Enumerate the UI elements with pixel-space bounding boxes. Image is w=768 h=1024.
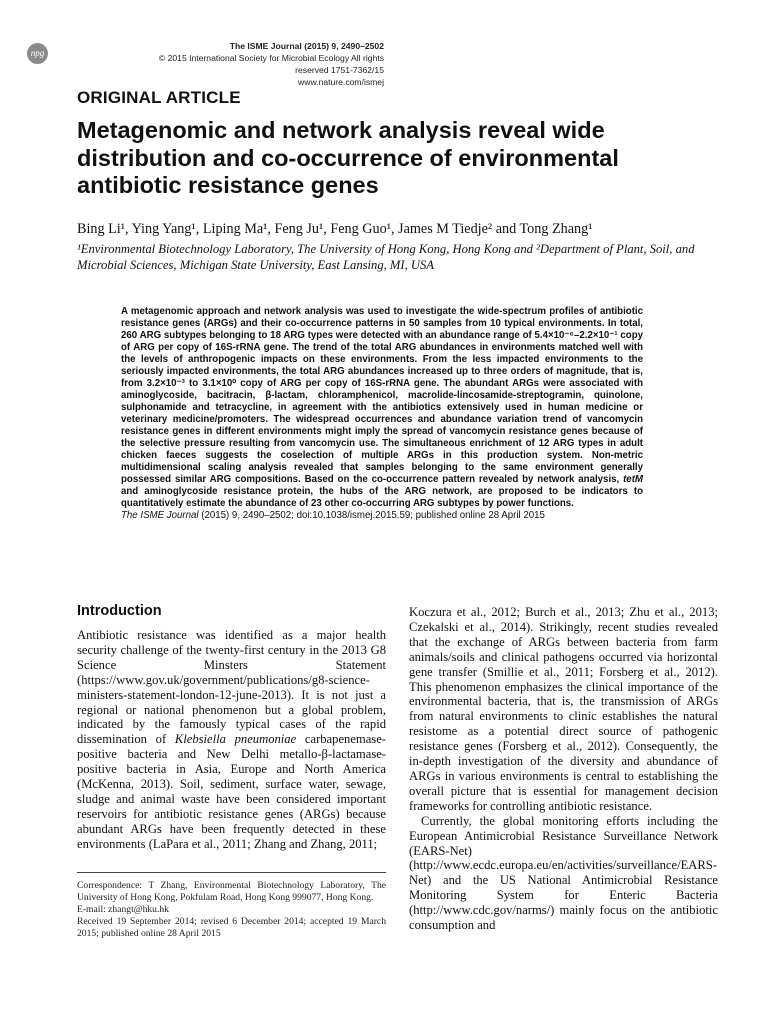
intro-p1-text-b: carbapenemase-positive bacteria and New Delhi metallo-β-lactamase-positive bacteria in Asia, Europe and North America (McKenna, 2013). Soil, sediment, surface water, sewage, sludge and animal waste have been considered important reservoirs for antibiotic resistance genes (ARGs) because abundant ARGs have been frequently detected in these environments (LaPara et al., 2011; Zhang and Zhang, 2011;	[77, 732, 386, 851]
introduction-heading: Introduction	[77, 603, 162, 619]
abstract-text-part-1: A metagenomic approach and network analysis was used to investigate the wide-spectrum profiles of antibiotic resistance genes (ARGs) and their co-occurrence patterns in 50 samples from 10 typical environments. In total, 260 ARG subtypes belonging to 18 ARG types were detected with an abundance range of 5.4×10⁻⁶–2.2×10⁻¹ copy of ARG per copy of 16S-rRNA gene. The trend of the total ARG abundances in environments matched well with the levels of anthropogenic impacts on these environments. From the less impacted environments to the seriously impacted environments, the total ARG abundances increased up to three orders of magnitude, that is, from 3.2×10⁻³ to 3.1×10⁰ copy of ARG per copy of 16S-rRNA gene. The abundant ARGs were associated with aminoglycoside, bacitracin, β-lactam, chloramphenicol, macrolide-lincosamide-streptogramin, quinolone, sulphonamide and tetracycline, in agreement with the antibiotics extensively used in human medicine or veterinary medicine/promoters. The widespread occurrences and abundance variation trend of vancomycin resistance genes in different environments might imply the spread of vancomycin resistance genes because of the selective pressure resulting from vancomycin use. The simultaneous enrichment of 12 ARG types in adult chicken faeces suggests the coselection of multiple ARGs in this production system. Non-metric multidimensional scaling analysis revealed that samples belonging to the same environment generally possessed similar ARG compositions. Based on the co-occurrence pattern revealed by network analysis,	[121, 306, 643, 485]
author-list: Bing Li¹, Ying Yang¹, Liping Ma¹, Feng Ju¹, Feng Guo¹, James M Tiedje² and Tong Zhang¹	[77, 221, 593, 237]
left-column	[77, 628, 386, 852]
intro-paragraph-1-cont: Koczura et al., 2012; Burch et al., 2013; Zhu et al., 2013; Czekalski et al., 2014). Strikingly, recent studies revealed that the exchange of ARGs between bacteria from farm animals/soils and clinical pathogens occurred via horizontal gene transfer (Smillie et al., 2011; Forsberg et al., 2012). This phenomenon emphasizes the clinical importance of the environmental bacteria, that is, the transmission of ARGs from natural environments to clinic establishes the natural resistome as a potential direct source of pathogenic resistance genes (Forsberg et al., 2012). Consequently, the in-depth investigation of the diversity and abundance of ARGs in various environments is central to establishing the overall picture that is essential for management decision frameworks for controlling antibiotic resistance.	[409, 605, 718, 813]
footnote	[77, 880, 386, 940]
article-type: ORIGINAL ARTICLE	[77, 88, 241, 107]
journal-citation-line: The ISME Journal (2015) 9, 2490–2502	[229, 41, 384, 51]
citation-details: (2015) 9, 2490–2502; doi:10.1038/ismej.2015.59; published online 28 April 2015	[198, 510, 545, 521]
email[interactable]: E-mail: zhangt@hku.hk	[77, 903, 169, 915]
right-column	[409, 605, 718, 933]
citation-journal: The ISME Journal	[121, 510, 199, 521]
article-title: Metagenomic and network analysis reveal wide distribution and co-occurrence of environmental antibiotic resistance genes	[77, 117, 619, 198]
intro-paragraph-2: Currently, the global monitoring efforts including the European Antimicrobial Resistance Surveillance Network (EARS-Net) (http://www.ecdc.europa.eu/en/activities/surveillance/EARS-Net) and the US National Antimicrobial Resistance Monitoring System for Enteric Bacteria (http://www.cdc.gov/narms/) mainly focus on the antibiotic consumption and	[409, 813, 718, 933]
abstract	[121, 306, 643, 522]
affiliations: ¹Environmental Biotechnology Laboratory, The University of Hong Kong, Hong Kong and ²Department of Plant, Soil, and Microbial Sciences, Michigan State University, East Lansing, MI, USA	[77, 242, 695, 272]
abstract-text-part-2: and aminoglycoside resistance protein, the hubs of the ARG network, are proposed to be indicators to quantitatively estimate the abundance of 23 other co-occurring ARG subtypes by power functions.	[121, 486, 643, 509]
journal-url[interactable]: www.nature.com/ismej	[298, 77, 384, 87]
footnote-divider	[77, 872, 386, 873]
intro-p1-text-a: Antibiotic resistance was identified as a major health security challenge of the twenty-first century in the 2013 G8 Science Minsters Statement (https://www.gov.uk/government/publications/g8-science-ministers-statement-london-12-june-2013). It is not just a regional or national phenomenon but a global problem, indicated by the famously typical cases of the rapid dissemination of	[77, 628, 386, 747]
received-dates: Received 19 September 2014; revised 6 December 2014; accepted 19 March 2015; published online 28 April 2015	[77, 915, 386, 939]
copyright-line: © 2015 International Society for Microbial Ecology All rights reserved 1751-7362/15	[158, 53, 384, 75]
intro-paragraph-1	[77, 628, 386, 852]
publisher-logo: npg	[27, 43, 48, 64]
abstract-gene-name: tetM	[623, 474, 643, 485]
abstract-citation	[121, 510, 643, 522]
species-name: Klebsiella pneumoniae	[174, 732, 297, 747]
journal-header	[150, 40, 384, 88]
correspondence: Correspondence: T Zhang, Environmental Biotechnology Laboratory, The University of Hong Kong, Pokfulam Road, Hong Kong 999077, Hong Kong.	[77, 880, 386, 903]
